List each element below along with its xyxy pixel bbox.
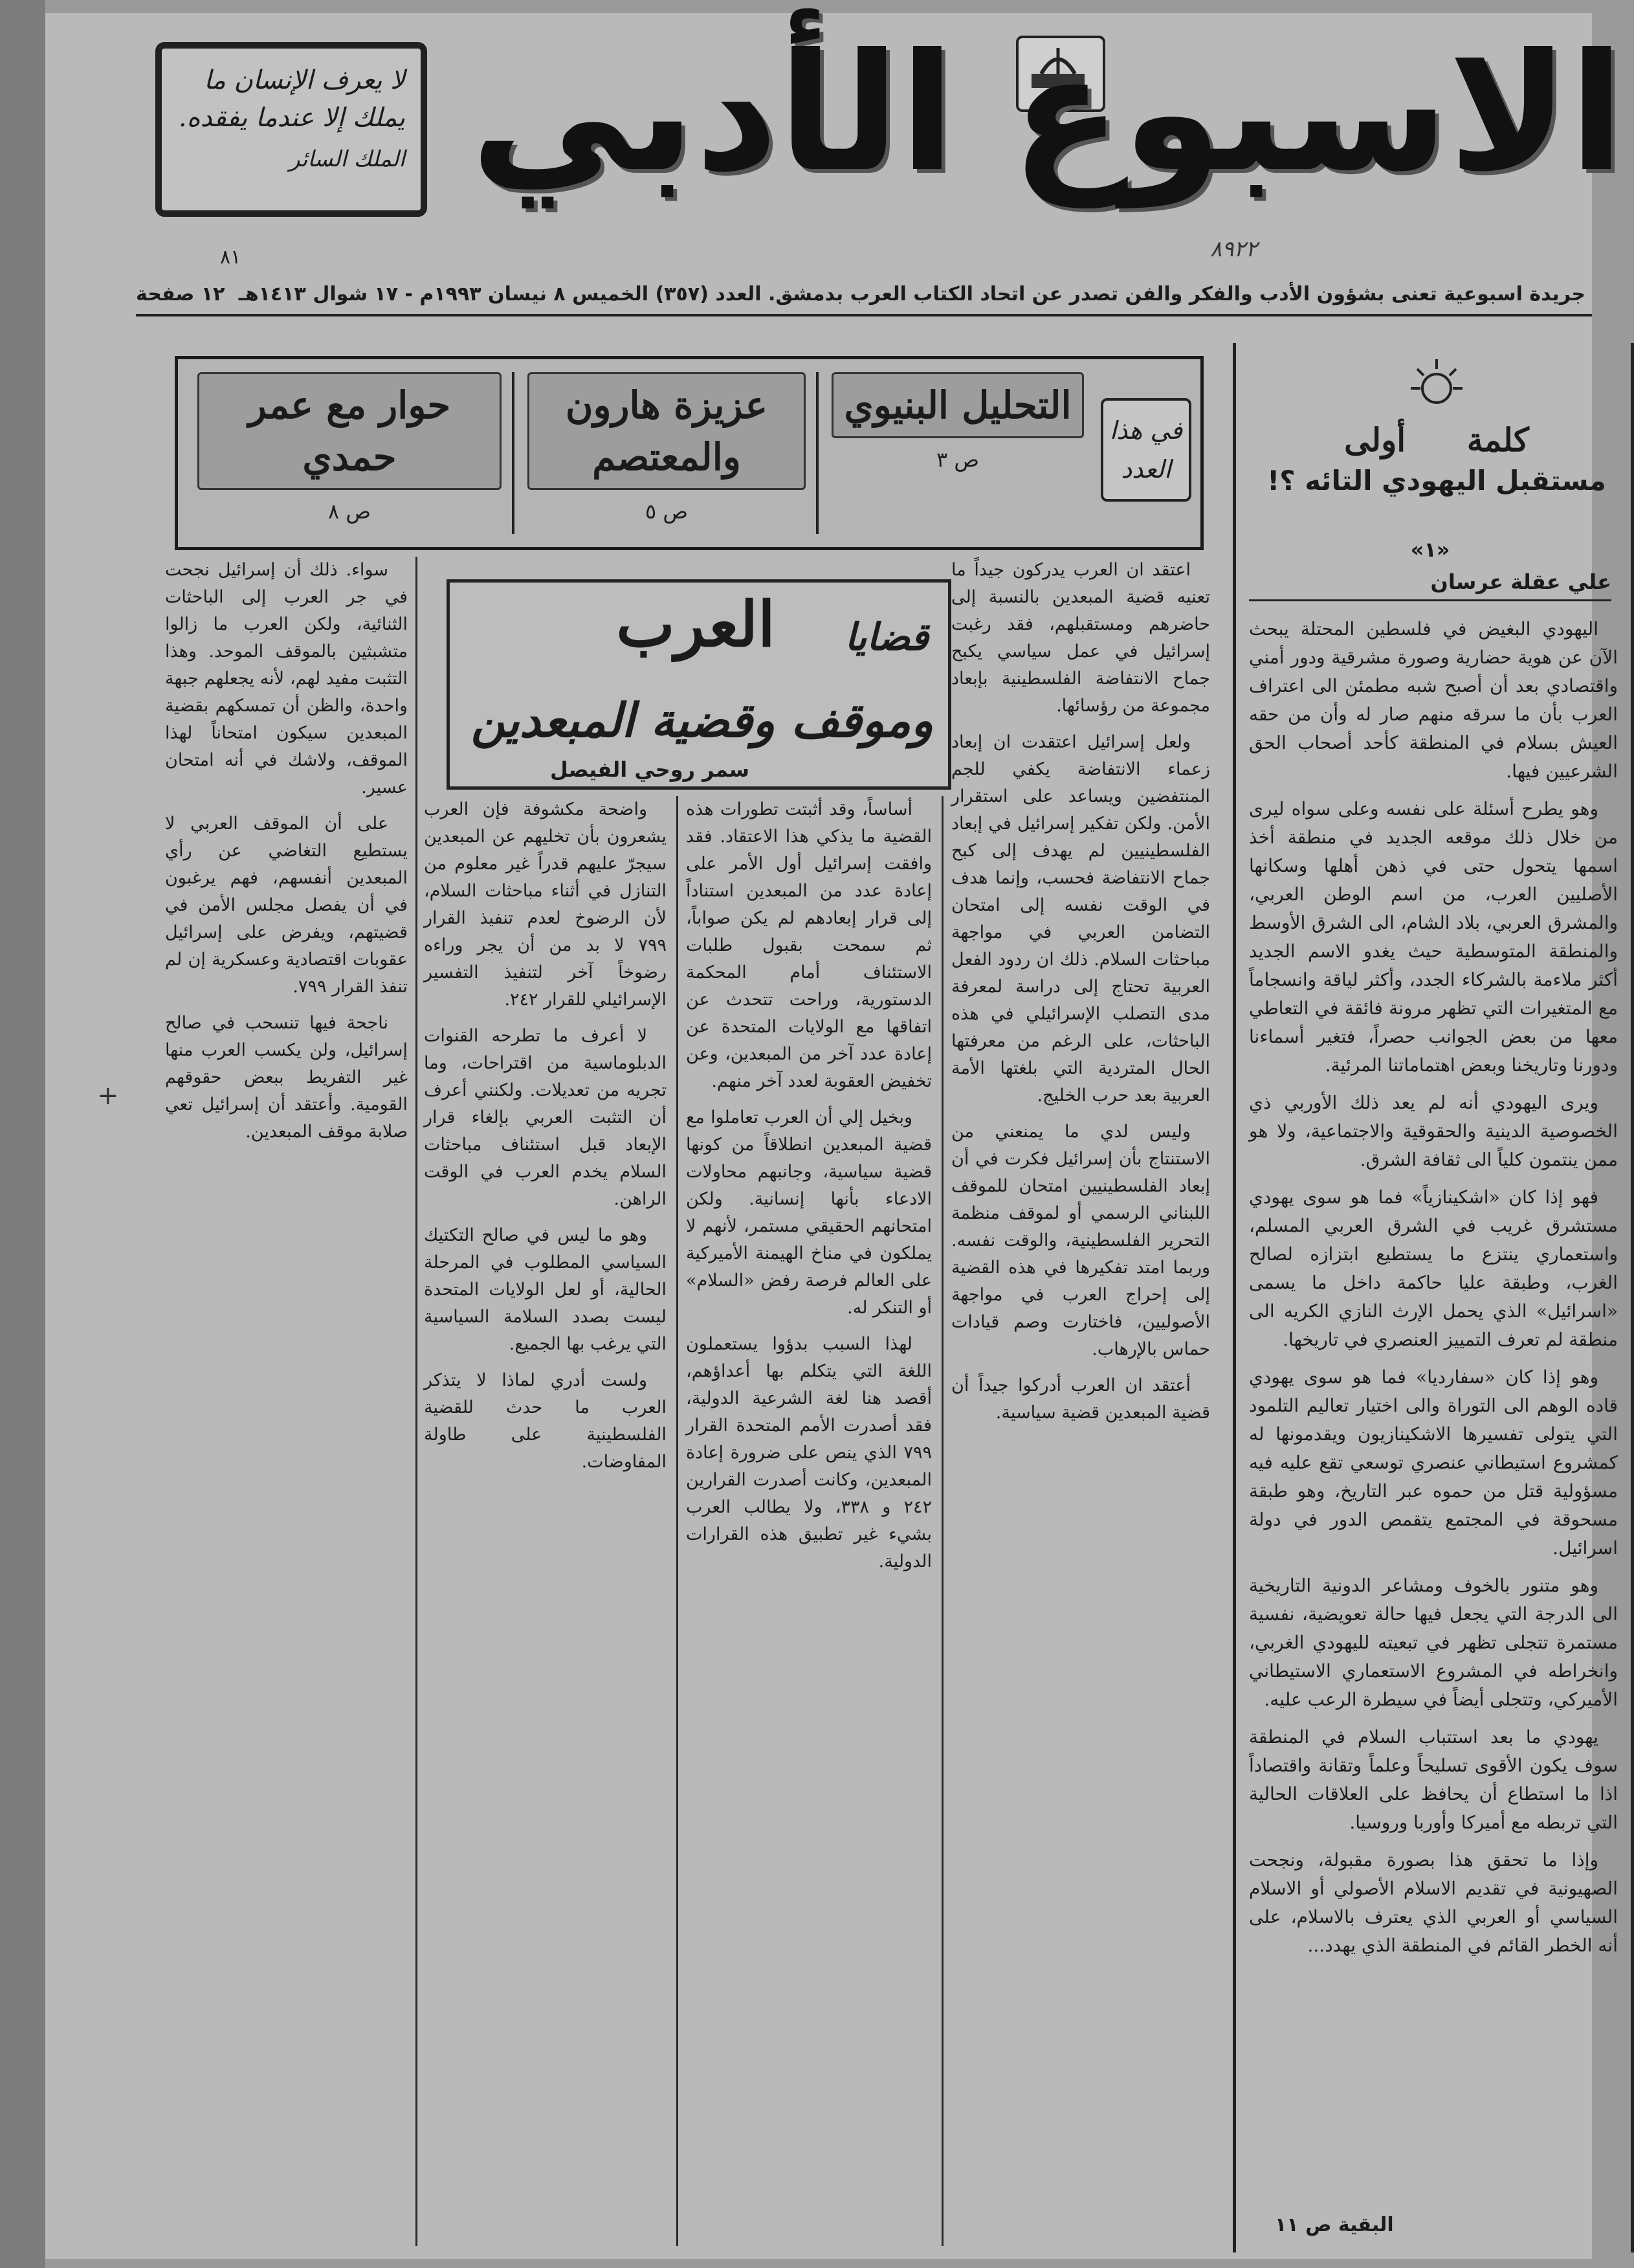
masthead-title: الاسبوع الأدبي bbox=[470, 19, 1624, 207]
article-column-2 bbox=[686, 796, 932, 2252]
crop-mark-icon: + bbox=[97, 1081, 119, 1111]
first-word-part-number: «١» bbox=[1410, 537, 1450, 562]
paragraph: اعتقد ان العرب يدركون جيداً ما تعنيه قضية المبعدين بالنسبة إلى حاضرهم ومستقبلهم، فقد رغبت إسرائيل في عمل سياسي يكبح جماح الانتفاضة الفلسطينية بإبعاد مجموعة من رؤسائها. bbox=[951, 560, 1210, 716]
handwritten-note: ٨٩٢٢ bbox=[1210, 236, 1258, 262]
page-count: ١٢ صفحة bbox=[136, 283, 225, 306]
paragraph: اليهودي البغيض في فلسطين المحتلة يبحث الآن عن هوية حضارية وصورة مشرقية ودور أمني واقتصادي بعد أن أصبح شبه مطمئن الى اعتراف العرب بأن ما سرقه منهم صار له وأن من حقه العيش بسلام في المنطقة كأحد أصحاب الحق الشرعيين فيها. bbox=[1249, 618, 1618, 782]
contents-item-title: التحليل البنيوي bbox=[832, 372, 1084, 438]
paragraph: يهودي ما بعد استتباب السلام في المنطقة سوف يكون الأقوى تسليحاً وعلماً وتقانة واقتصاداً اذا ما استطاع أن يحافظ على العلاقات الحالية التي تربطه مع أميركا وأوربا وروسيا. bbox=[1249, 1726, 1618, 1833]
newspaper-page bbox=[45, 13, 1624, 2259]
paragraph: سواء. ذلك أن إسرائيل نجحت في جر العرب إلى الباحثات الثنائية، ولكن العرب ما زالوا متشبثين بالموقف الموحد. وهذا التثبت مفيد لهم، لأنه يجعلهم جبهة واحدة، والظن أن تمسكهم بقضية المبعدين سيكون امتحاناً لهذا الموقف، ولاشك في أنه امتحان عسير. bbox=[165, 560, 408, 797]
paragraph: وهو متنور بالخوف ومشاعر الدونية التاريخية الى الدرجة التي يجعل فيها حالة تعويضية، نفسية مستمرة تتجلى تظهر في تبعيته لليهودي الغربي، وانخراطه في المشروع الاستعماري الاستيطاني الأميركي، وتتجلى أيضاً في سيطرة الرعب عليه. bbox=[1249, 1575, 1618, 1710]
paragraph: وإذا ما تحقق هذا بصورة مقبولة، ونجحت الصهيونية في تقديم الاسلام الأصولي أو الاسلام السياسي أو العربي الذي يعترف بالاسلام، على أنه الخطر القائم في المنطقة الذي يهدد... bbox=[1249, 1849, 1618, 1956]
contents-item-page: ص ٨ bbox=[327, 499, 371, 524]
paragraph: وهو ما ليس في صالح التكتيك السياسي المطلوب في المرحلة الحالية، أو لعل الولايات المتحدة ليست بصدد السلامة السياسية التي يرغب بها الجميع. bbox=[424, 1225, 667, 1354]
article-column-4 bbox=[165, 557, 408, 2252]
contents-item-title: عزيزة هارون والمعتصم bbox=[527, 372, 806, 490]
contents-item[interactable] bbox=[521, 368, 812, 540]
page-mark: ٨١ bbox=[220, 246, 241, 269]
feature-title: العرب bbox=[616, 588, 775, 661]
first-word-label-2: أولى bbox=[1344, 421, 1406, 459]
masthead-quote-author: الملك السائر bbox=[289, 146, 405, 172]
paragraph: أعتقد ان العرب أدركوا جيداً أن قضية المبعدين قضية سياسية. bbox=[951, 1375, 1210, 1423]
first-word-headline: مستقبل اليهودي التائه ؟! bbox=[1267, 465, 1606, 496]
paragraph: لا أعرف ما تطرحه القنوات الدبلوماسية من اقتراحات، وما تجريه من تعديلات. ولكنني أعرف أن التثبت العربي بإلغاء قرار الإبعاد قبل استئناف مباحثات السلام يخدم العرب في الوقت الراهن. bbox=[424, 1026, 667, 1209]
article-column-1 bbox=[951, 557, 1210, 2252]
binding-spine bbox=[0, 0, 45, 2268]
column-rule bbox=[676, 796, 678, 2246]
contents-item-page: ص ٥ bbox=[645, 499, 689, 524]
paragraph: ناجحة فيها تنسحب في صالح إسرائيل، ولن يكسب العرب منها غير التفريط ببعض حقوقهم القومية. وأعتقد أن إسرائيل تعي صلابة موقف المبعدين. bbox=[165, 1013, 408, 1142]
contents-item-page: ص ٣ bbox=[936, 447, 980, 472]
first-word-author: علي عقلة عرسان bbox=[1249, 570, 1611, 601]
first-word-heading bbox=[1249, 421, 1624, 500]
paragraph: ويرى اليهودي أنه لم يعد ذلك الأوربي ذي الخصوصية الدينية والحقوقية والاجتماعية، ولا هو ممن ينتمون كلياً الى ثقافة الشرق. bbox=[1249, 1092, 1618, 1170]
contents-label: في هذا العدد bbox=[1101, 398, 1191, 502]
publication-info-line bbox=[136, 275, 1592, 317]
contents-divider bbox=[816, 372, 819, 534]
paragraph: وبخيل إلي أن العرب تعاملوا مع قضية المبعدين انطلاقاً من كونها قضية سياسية، وجانبهم محاولات الادعاء بأنها إنسانية. ولكن امتحانهم الحقيقي مستمر، لأنهم لا يملكون في مناخ الهيمنة الأميركية على العالم فرصة رفض «السلام» أو التنكر له. bbox=[686, 1107, 932, 1318]
paragraph: ولست أدري لماذا لا يتذكر العرب ما حدث للقضية الفلسطينية على طاولة المفاوضات. bbox=[424, 1370, 667, 1472]
paragraph: وليس لدي ما يمنعني من الاستنتاج بأن إسرائيل فكرت في أن إبعاد الفلسطينيين امتحان للموقف اللبناني الرسمي أو لموقف منظمة التحرير الفلسطينية، والوقت نفسه. وربما امتد تفكيرها في هذه القضية إلى إحراج العرب في مواجهة الأصوليين، فاختارت وصم قيادات حماس بالإرهاب. bbox=[951, 1122, 1210, 1359]
first-word-body bbox=[1249, 615, 1618, 2207]
feature-subtitle: وموقف وقضية المبعدين bbox=[470, 693, 934, 748]
masthead-quote-box bbox=[155, 42, 427, 217]
contents-item-title: حوار مع عمر حمدي bbox=[197, 372, 502, 490]
masthead-quote: لا يعرف الإنسان ما يملك إلا عندما يفقده. bbox=[178, 65, 405, 133]
article-column-3 bbox=[424, 796, 667, 2252]
paragraph: واضحة مكشوفة فإن العرب يشعرون بأن تخليهم عن المبعدين سيجرّ عليهم قدراً غير معلوم من التنازل في أثناء مباحثات السلام، لأن الرضوخ لعدم تنفيذ القرار ٧٩٩ لا بد من أن يجر وراءه رضوخاً آخر لتنفيذ التفسير الإسرائيلي للقرار ٢٤٢. bbox=[424, 799, 667, 1010]
first-word-label-1: كلمة bbox=[1466, 421, 1529, 459]
first-word-column bbox=[1233, 343, 1634, 2252]
column-rule bbox=[415, 557, 417, 2246]
contents-divider bbox=[512, 372, 514, 534]
paragraph: ولعل إسرائيل اعتقدت ان إبعاد زعماء الانتفاضة يكفي للجم المنتفضين ويساعد على استقرار الأمن. ولكن تفكير إسرائيل في إبعاد الفلسطينيين لم يهدف إلى كبح جماح الانتفاضة فحسب، وإنما هدف في الوقت نفسه إلى امتحان التضامن العربي في مواجهة مباحثات السلام. ذلك ان ردود الفعل العربية تحتاج إلى دراسة لمعرفة مدى التصلب الإسرائيلي في هذه الباحثات، على الرغم من معرفتها الحال المتردية التي بلغتها الأمة العربية بعد حرب الخليج. bbox=[951, 732, 1210, 1106]
contents-box bbox=[175, 356, 1204, 550]
continued-note: البقية ص ١١ bbox=[1275, 2214, 1394, 2236]
paragraph: على أن الموقف العربي لا يستطيع التغاضي عن رأي المبعدين أنفسهم، فهم يرغبون في أن يفصل مجلس الأمن في قضيتهم، ويفرض على إسرائيل عقوبات اقتصادية وعسكرية إن لم تنفذ القرار ٧٩٩. bbox=[165, 814, 408, 997]
sun-icon bbox=[1404, 356, 1469, 414]
paragraph: وهو إذا كان «سفارديا» فما هو سوى يهودي قاده الوهم الى التوراة والى اختيار تعاليم التلمود التي يتولى تفسيرها الاشكينازيون ويقدمونها له كمشروع استيطاني عنصري توسعي تقع عليه فيه مسؤولية قتل من حموه عبر التاريخ، وهو طبقة مسحوقة في المجتمع يتقمص الدور في دولة اسرائيل. bbox=[1249, 1366, 1618, 1559]
paragraph: أساساً، وقد أثبتت تطورات هذه القضية ما يذكي هذا الاعتقاد. فقد وافقت إسرائيل أول الأمر على إعادة عدد من المبعدين استناداً إلى قرار إبعادهم لم يكن صواباً، ثم سمحت بقبول طلبات الاستئناف أمام المحكمة الدستورية، وراحت تتحدث عن اتفاقها مع الولايات المتحدة عن إعادة عدد آخر من المبعدين، وعن تخفيض العقوبة لعدد آخر منهم. bbox=[686, 799, 932, 1091]
paragraph: وهو يطرح أسئلة على نفسه وعلى سواه ليرى من خلال ذلك موقعه الجديد في منطقة أخذ اسمها يتحول حتى في ذهن أهلها وسكانها الأصليين العرب، من اسم الوطن العربي، والمشرق العربي، بلاد الشام، الى الشرق الأوسط والمنطقة المتوسطية حيث يغدو الاسم الجديد أكثر ملاءمة بالشركاء الجدد، وأكثر لياقة وانسجاماً مع المتغيرات التي تظهر مرونة فائقة في التعاطي معها من بعض الجوانب حصراً، فتغير أسماءنا ودورنا وتاريخنا وبعض اهتماماتنا المرئية. bbox=[1249, 798, 1618, 1076]
publication-description: جريدة اسبوعية تعنى بشؤون الأدب والفكر والفن تصدر عن اتحاد الكتاب العرب بدمشق. العدد (٣٥٧) الخميس ٨ نيسان ١٩٩٣م - ١٧ شوال ١٤١٣هـ bbox=[238, 283, 1585, 306]
contents-item[interactable] bbox=[825, 368, 1090, 540]
column-rule bbox=[942, 796, 944, 2246]
paragraph: لهذا السبب بدؤوا يستعملون اللغة التي يتكلم بها أعداؤهم، أقصد هنا لغة الشرعية الدولية، فقد أصدرت الأمم المتحدة القرار ٧٩٩ الذي ينص على ضرورة إعادة المبعدين، وكانت أصدرت القرارين ٢٤٢ و ٣٣٨، ولا يطالب العرب بشيء غير تطبيق هذه القرارات الدولية. bbox=[686, 1334, 932, 1572]
feature-author: سمر روحي الفيصل bbox=[550, 757, 750, 782]
feature-label: قضايا bbox=[845, 615, 929, 659]
contents-item[interactable] bbox=[191, 368, 508, 540]
paragraph: فهو إذا كان «اشكينازياً» فما هو سوى يهودي مستشرق غريب في الشرق العربي المسلم، واستعماري ينتزع ما يستطيع ابتزازه لصالح الغرب، وطبقة عليا حاكمة داخل ما يسمى «اسرائيل» الذي يحمل الإرث النازي الكريه الى منطقة لم تعرف التمييز العنصري في تاريخها. bbox=[1249, 1186, 1618, 1350]
